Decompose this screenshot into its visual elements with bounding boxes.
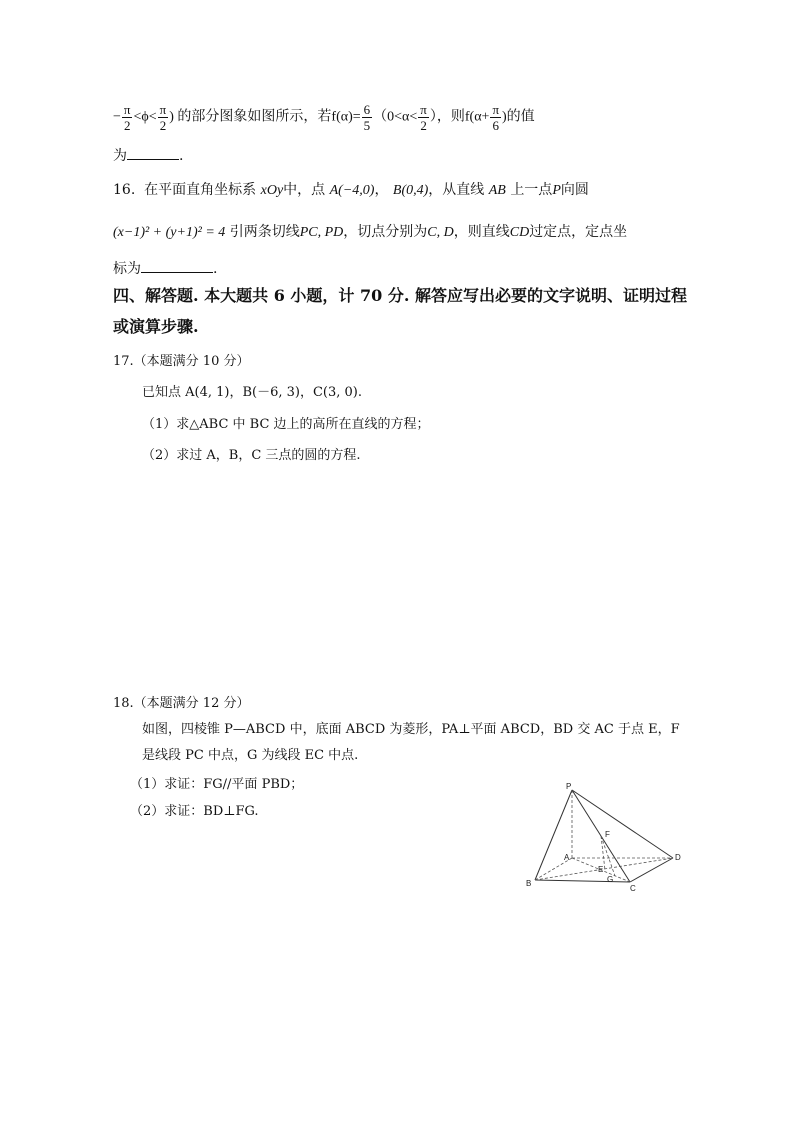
q18-part2: （2）求证：BD⊥FG.: [130, 804, 259, 819]
label-D: D: [675, 853, 681, 862]
question-number: 16.: [113, 182, 136, 198]
fraction-pi-over-2: $\frac{\pi}{2}$: [420, 102, 427, 133]
answer-blank[interactable]: [127, 145, 179, 160]
q17-part2: （2）求过 A，B，C 三点的圆的方程.: [142, 448, 361, 463]
section-heading-cont: 或演算步骤.: [113, 317, 199, 336]
q16-line-1: 16. 在平面直角坐标系 xOy中，点 A(−4,0)， B(0,4)，从直线 AB 上一点P向圆: [113, 182, 589, 198]
q15-text: 的部分图象如图所示，若: [177, 109, 332, 125]
label-G: G: [607, 875, 614, 884]
label-E: E: [598, 865, 604, 874]
q18-line2: 是线段 PC 中点，G 为线段 EC 中点.: [142, 748, 359, 763]
answer-blank[interactable]: [141, 258, 213, 273]
q15-answer-line: 为 .: [113, 145, 183, 166]
label-P: P: [566, 782, 572, 791]
edge-PD: [572, 790, 673, 858]
fraction-6-over-5: $\frac{6}{5}$: [363, 102, 371, 133]
label-C: C: [630, 884, 636, 893]
q17-given: 已知点 A(4, 1)，B(－6, 3)，C(3, 0).: [142, 385, 363, 400]
q16-line-3: 标为 .: [113, 258, 217, 279]
pyramid-figure: [505, 780, 695, 915]
minus-sign: −: [113, 109, 121, 125]
q16-line-2: (x−1)² + (y+1)² = 4 引两条切线PC, PD，切点分别为C, D，则直线CD过定点，定点坐: [113, 224, 628, 240]
fraction-pi-over-2: $\frac{\pi}{2}$: [159, 102, 167, 133]
q18-part1: （1）求证：FG//平面 PBD；: [130, 777, 304, 792]
edge-BC: [535, 880, 630, 882]
q18-header: 18.（本题满分 12 分）: [113, 696, 250, 711]
q18-line1: 如图，四棱锥 P—ABCD 中，底面 ABCD 为菱形，PA⊥平面 ABCD，BD 交 AC 于点 E，F: [142, 722, 680, 737]
q15-condition-line: − $\frac{\pi}{2}$ <ϕ< $\frac{\pi}{2}$ ) 的部分图象如图所示，若f(α)= $\frac{6}{5}$ （0<α< $\frac{\pi}{2}$ ），则f(α+ $\frac{\pi}{6}$ )的值: [113, 102, 535, 133]
q17-header: 17.（本题满分 10 分）: [113, 354, 250, 369]
q17-part1: （1）求△ABC 中 BC 边上的高所在直线的方程；: [142, 417, 430, 432]
fraction-pi-over-6: $\frac{\pi}{6}$: [492, 102, 500, 133]
fraction-pi-over-2: $\frac{\pi}{2}$: [123, 102, 131, 133]
label-F: F: [605, 830, 610, 839]
edge-PB: [535, 790, 572, 880]
circle-equation: (x−1)² + (y+1)² = 4: [113, 225, 226, 240]
label-B: B: [526, 879, 532, 888]
label-A: A: [564, 853, 570, 862]
section-heading: 四、解答题. 本大题共 6 小题，计 70 分. 解答应写出必要的文字说明、证明过程: [113, 286, 687, 305]
pyramid-diagram: [505, 780, 695, 915]
